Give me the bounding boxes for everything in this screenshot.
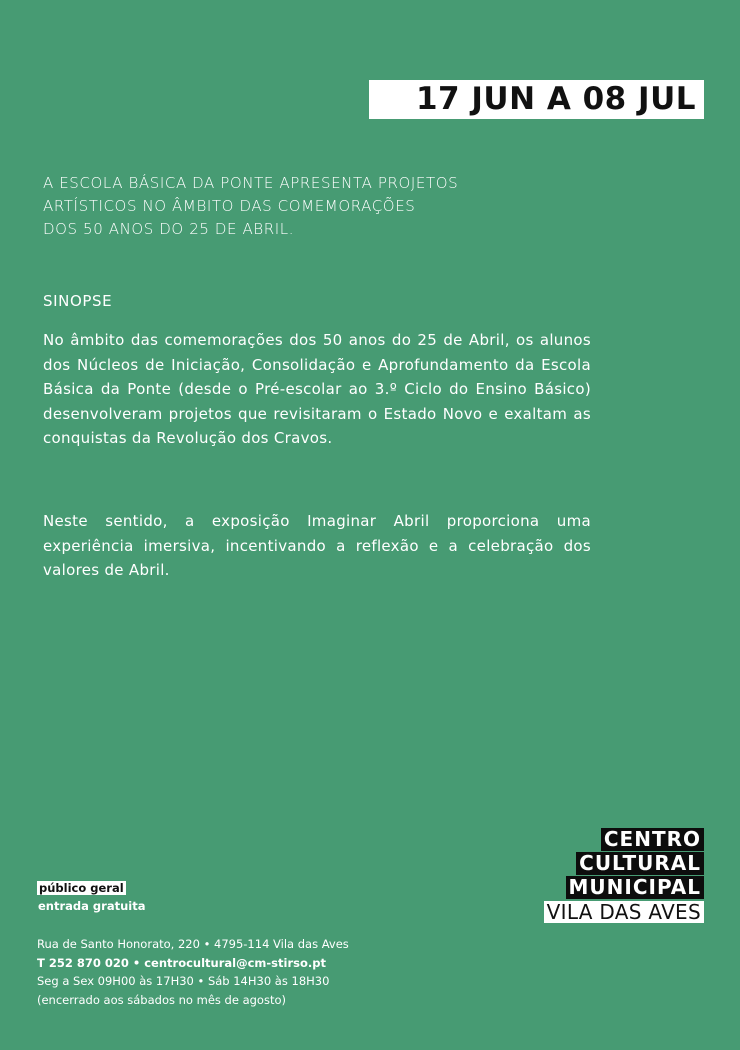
- contact-info: [37, 935, 349, 1009]
- date-range-banner: 17 JUN A 08 JUL: [369, 80, 704, 119]
- closing-note: (encerrado aos sábados no mês de agosto): [37, 992, 286, 1007]
- logo-line-cultural: CULTURAL: [576, 852, 704, 875]
- logo-line-centro: CENTRO: [601, 828, 704, 851]
- synopsis-paragraph-2: Neste sentido, a exposição Imaginar Abril proporciona uma experiência imersiva, incentivando a reflexão e a celebração dos valores de Abril.: [43, 512, 591, 579]
- intro-heading: [43, 172, 603, 241]
- logo-line-municipal: MUNICIPAL: [566, 876, 705, 899]
- intro-line: DOS 50 ANOS DO 25 DE ABRIL.: [43, 220, 295, 238]
- address: Rua de Santo Honorato, 220 • 4795-114 Vila das Aves: [37, 937, 349, 951]
- intro-line: ARTÍSTICOS NO ÂMBITO DAS COMEMORAÇÕES: [43, 197, 416, 215]
- synopsis-label: SINOPSE: [43, 292, 113, 310]
- audience-info: [37, 879, 145, 915]
- synopsis-paragraph-1: No âmbito das comemorações dos 50 anos do 25 de Abril, os alunos dos Núcleos de Iniciação, Consolidação e Aprofundamento da Escola Básica da Ponte (desde o Pré-escolar ao 3.º Ciclo do Ensino Básico) desenvolveram projetos que revisitaram o Estado Novo e exaltam as conquistas da Revolução dos Cravos.: [43, 331, 591, 447]
- entry-info: entrada gratuita: [38, 899, 146, 913]
- centro-cultural-logo: [544, 828, 704, 923]
- opening-hours: Seg a Sex 09H00 às 17H30 • Sáb 14H30 às 18H30: [37, 974, 330, 988]
- phone-email: T 252 870 020 • centrocultural@cm-stirso.pt: [37, 955, 326, 970]
- audience-badge: público geral: [39, 881, 124, 895]
- logo-line-vila-das-aves: VILA DAS AVES: [544, 901, 704, 923]
- intro-line: A ESCOLA BÁSICA DA PONTE APRESENTA PROJETOS: [43, 174, 459, 192]
